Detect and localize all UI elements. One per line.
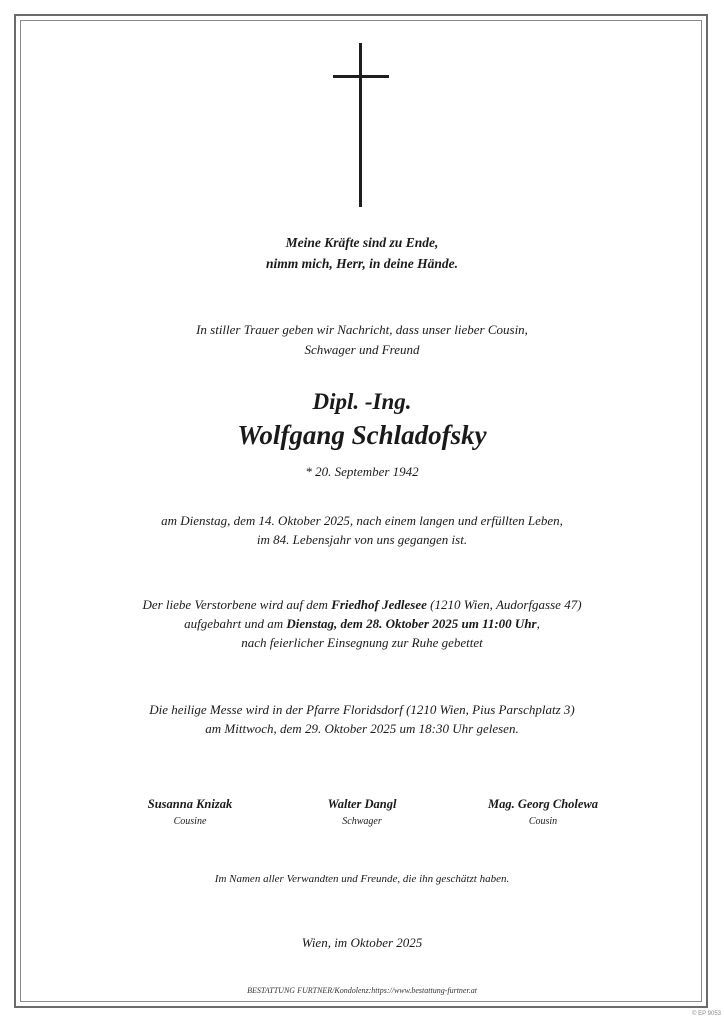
intro-line-2: Schwager und Freund [304, 342, 420, 357]
cross-icon [333, 43, 389, 207]
funeral-line-2: aufgebahrt und am Dienstag, dem 28. Oktober 2025 um 11:00 Uhr, [184, 616, 540, 631]
mourner-2 [262, 797, 462, 827]
mourner-name: Mag. Georg Cholewa [487, 797, 599, 811]
academic-title: Dipl. -Ing. [312, 389, 412, 414]
mourner-name: Walter Dangl [327, 797, 397, 811]
closing-line: Im Namen aller Verwandten und Freunde, die ihn geschätzt haben. [214, 873, 510, 885]
intro-line-1: In stiller Trauer geben wir Nachricht, dass unser lieber Cousin, [196, 322, 528, 337]
motto-line-2: nimm mich, Herr, in deine Hände. [265, 256, 459, 271]
funeral-line-3: nach feierlicher Einsegnung zur Ruhe gebettet [241, 635, 483, 650]
mourner-relation: Schwager [342, 816, 382, 827]
funeral-datetime: Dienstag, dem 28. Oktober 2025 um 11:00 Uhr [286, 616, 537, 631]
mourner-relation: Cousin [528, 816, 558, 827]
death-line-1: am Dienstag, dem 14. Oktober 2025, nach einem langen und erfüllten Leben, [161, 513, 563, 528]
cemetery-name: Friedhof Jedlesee [331, 597, 427, 612]
mourner-3 [443, 797, 643, 827]
place-date: Wien, im Oktober 2025 [301, 935, 423, 950]
birth-date: * 20. September 1942 [305, 464, 419, 479]
mourner-name: Susanna Knizak [147, 797, 233, 811]
mourner-1 [90, 797, 290, 827]
print-code: © EP 9053 [692, 1011, 721, 1017]
mass-line-2: am Mittwoch, dem 29. Oktober 2025 um 18:30 Uhr gelesen. [205, 721, 519, 736]
deceased-name: Wolfgang Schladofsky [237, 420, 487, 450]
motto-line-1: Meine Kräfte sind zu Ende, [285, 235, 439, 250]
death-line-2: im 84. Lebensjahr von uns gegangen ist. [256, 532, 468, 547]
funeral-home-footer: BESTATTUNG FURTNER/Kondolenz:https://www.bestattung-furtner.at [247, 986, 477, 995]
mourner-relation: Cousine [173, 816, 207, 827]
mass-line-1: Die heilige Messe wird in der Pfarre Floridsdorf (1210 Wien, Pius Parschplatz 3) [149, 702, 575, 717]
funeral-line-1: Der liebe Verstorbene wird auf dem Friedhof Jedlesee (1210 Wien, Audorfgasse 47) [142, 597, 582, 612]
